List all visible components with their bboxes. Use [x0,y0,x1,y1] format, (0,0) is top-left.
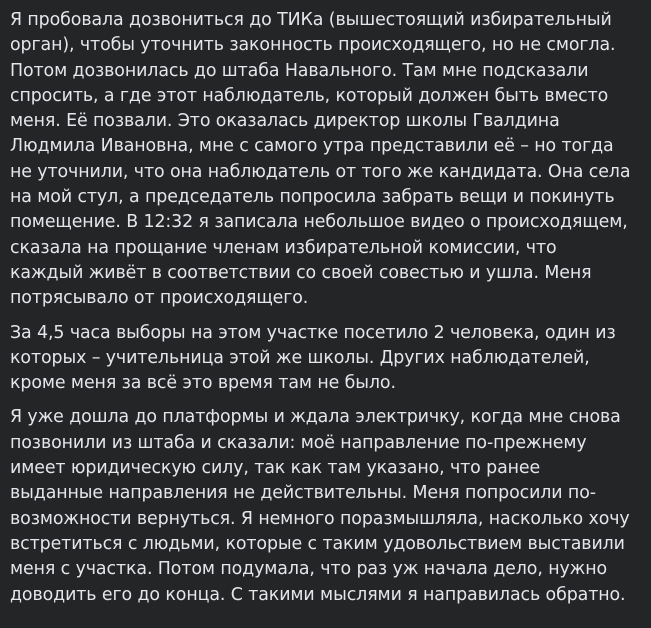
text-line: не уточнили, что она наблюдатель от того же кандидата. Она села [10,161,631,182]
text-line: спросить, а где этот наблюдатель, который должен быть вместо [10,85,609,106]
text-line: доводить его до конца. С такими мыслями я направилась обратно. [10,584,626,605]
text-line: Я пробовала дозвониться до ТИКа (вышестоящий избирательный [10,10,612,30]
text-line: помещение. В 12:32 я записала небольшое видео о происходящем, [10,212,628,233]
text-line: имеет юридическую силу, так как там указано, что ранее [10,458,541,479]
text-line: позвонили из штаба и сказали: моё направление по-прежнему [10,432,587,453]
text-line: выданные направления не действительны. Меня попросили по- [10,483,596,504]
text-line: кроме меня за всё это время там не было. [10,373,396,394]
text-line: меня. Её позвали. Это оказалась директор школы Гвалдина [10,111,560,132]
paragraph-1 [10,8,641,312]
text-line: меня с участка. Потом подумала, что раз уж начала дело, нужно [10,559,608,580]
text-line: сказала на прощание членам избирательной комиссии, что [10,237,557,258]
text-line: на мой стул, а председатель попросила забрать вещи и покинуть [10,187,615,208]
text-line: Людмила Ивановна, мне с самого утра представили её – но тогда [10,136,614,157]
paragraph-3 [10,405,641,607]
text-line: потрясывало от происходящего. [10,288,309,309]
text-line: Я уже дошла до платформы и ждала электричку, когда мне снова [10,407,621,428]
text-line: Потом дозвонилась до штаба Навального. Там мне подсказали [10,60,589,81]
text-line: которых – учительница этой же школы. Других наблюдателей, [10,347,590,368]
paragraph-2 [10,321,641,397]
text-line: За 4,5 часа выборы на этом участке посетило 2 человека, один из [10,322,616,343]
text-line: каждый живёт в соответствии со своей совестью и ушла. Меня [10,262,592,283]
text-line: орган), чтобы уточнить законность происходящего, но не смогла. [10,35,616,56]
text-line: возможности вернуться. Я немного поразмышляла, насколько хочу [10,508,630,529]
text-line: встретиться с людьми, которые с таким удовольствием выставили [10,533,625,554]
